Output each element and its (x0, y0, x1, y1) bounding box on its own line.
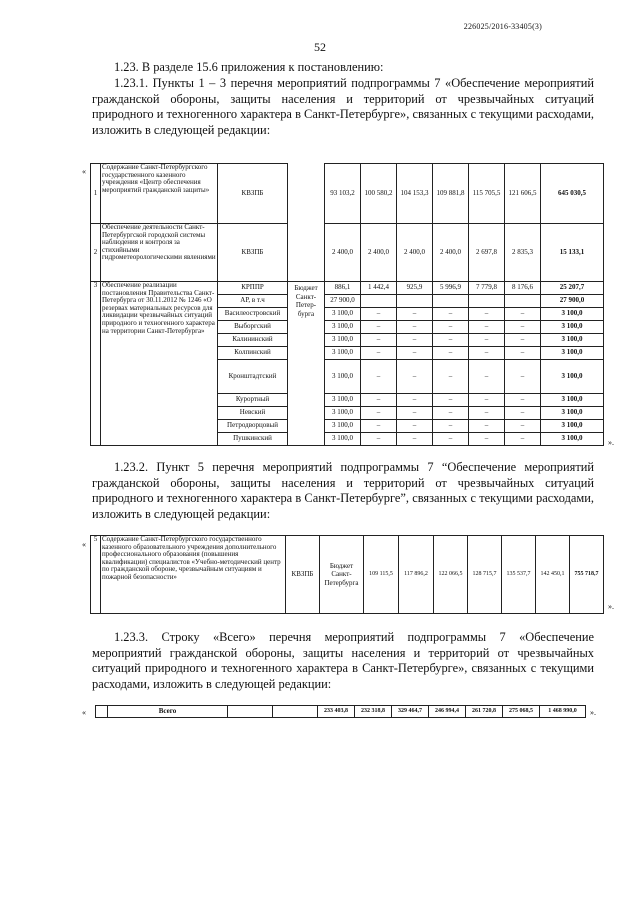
executor: Василеостровский (218, 308, 288, 321)
value-cell: 3 100,0 (325, 360, 361, 394)
value-cell: 5 996,9 (433, 282, 469, 295)
value-cell: 2 400,0 (433, 224, 469, 282)
value-cell: – (469, 308, 505, 321)
value-cell: 109 115,5 (364, 536, 399, 614)
value-cell: – (361, 420, 397, 433)
value-cell: 142 450,1 (536, 536, 570, 614)
value-cell: – (505, 334, 541, 347)
value-cell: – (397, 394, 433, 407)
executor: Петродворцовый (218, 420, 288, 433)
value-cell: – (469, 360, 505, 394)
total-cell: 3 100,0 (541, 433, 604, 446)
table-row (91, 282, 604, 295)
value-cell: – (505, 407, 541, 420)
value-cell: – (361, 347, 397, 360)
total-cell: 3 100,0 (541, 394, 604, 407)
quote-open-3: « (82, 708, 86, 717)
total-cell: 3 100,0 (541, 347, 604, 360)
measure-name: Содержание Санкт-Петербургского государственного казенного образовательного учреждения дополнительного профессионального образования (повышения квалификации) специалистов «Учебно-методический центр по гражданской обороне, чрезвычайным ситуациям и пожарной безопасности» (101, 536, 286, 614)
value-cell: – (505, 420, 541, 433)
measure-name: Обеспечение реализации постановления Правительства Санкт-Петербурга от 30.11.2012 № 1246 «О резервах материальных ресурсов для ликвидации чрезвычайных ситуаций природного и техногенного характера на территории Санкт-Петербурга» (101, 282, 218, 446)
value-cell: – (361, 334, 397, 347)
value-cell: – (397, 420, 433, 433)
value-cell: – (505, 360, 541, 394)
value-cell: – (361, 394, 397, 407)
value-cell: 3 100,0 (325, 407, 361, 420)
value-cell: – (433, 321, 469, 334)
funding-source: Бюджет Санкт-Петер-бурга (288, 282, 325, 446)
value-cell: 3 100,0 (325, 347, 361, 360)
measures-table-2 (90, 535, 604, 614)
value-cell: 3 100,0 (325, 394, 361, 407)
executor: КВЗПБ (218, 164, 288, 224)
value-cell: – (505, 433, 541, 446)
value-cell: – (397, 308, 433, 321)
paragraph-1-23-3: 1.23.3. Строку «Всего» перечня мероприятий подпрограммы 7 «Обеспечение мероприятий гражданской обороны, защиты населения и территорий от чрезвычайных ситуаций природного и техногенного характера в Санкт-Петербурге», связанных с текущими расходами, изложить в следующей редакции: (92, 630, 594, 691)
value-cell: 27 900,0 (325, 295, 361, 308)
executor: КВЗПБ (286, 536, 320, 614)
value-cell: 925,9 (397, 282, 433, 295)
measure-name: Содержание Санкт-Петербургского государственного казенного учреждения «Центр обеспечения мероприятий гражданской защиты» (101, 164, 218, 224)
value-cell: 2 835,3 (505, 224, 541, 282)
value-cell: 3 100,0 (325, 420, 361, 433)
value-cell: – (433, 420, 469, 433)
value-cell: 3 100,0 (325, 433, 361, 446)
value-cell: – (469, 433, 505, 446)
quote-close-2: ». (608, 602, 614, 611)
quote-close-3: ». (590, 708, 596, 717)
value-cell: 233 403,8 (318, 706, 355, 718)
executor: КВЗПБ (218, 224, 288, 282)
value-cell: – (469, 347, 505, 360)
value-cell: – (505, 321, 541, 334)
quote-open-1: « (82, 167, 86, 176)
value-cell: – (361, 308, 397, 321)
executor: Калининский (218, 334, 288, 347)
row-number: 3 (91, 282, 101, 446)
total-cell: 3 100,0 (541, 308, 604, 321)
total-cell: 15 133,1 (541, 224, 604, 282)
total-cell: 3 100,0 (541, 334, 604, 347)
row-number: 5 (91, 536, 101, 614)
value-cell: 232 318,8 (355, 706, 392, 718)
executor: Курортный (218, 394, 288, 407)
value-cell: 2 400,0 (397, 224, 433, 282)
total-cell: 3 100,0 (541, 420, 604, 433)
quote-close-1: ». (608, 438, 614, 447)
paragraph-1-23-1: 1.23.1. Пункты 1 – 3 перечня мероприятий подпрограммы 7 «Обеспечение мероприятий гражданской обороны, защиты населения и территорий от чрезвычайных ситуаций природного и техногенного характера в Санкт-Петербурге», связанных с текущими расходами, изложить в следующей редакции: (92, 76, 594, 137)
table-row (91, 536, 604, 614)
total-cell: 3 100,0 (541, 407, 604, 420)
value-cell: – (505, 394, 541, 407)
executor: Кронштадтский (218, 360, 288, 394)
table-row (91, 224, 604, 282)
value-cell: 93 103,2 (325, 164, 361, 224)
value-cell: – (361, 321, 397, 334)
value-cell: – (469, 407, 505, 420)
value-cell: 275 068,5 (503, 706, 540, 718)
value-cell: – (433, 407, 469, 420)
value-cell: – (469, 394, 505, 407)
executor: Колпинский (218, 347, 288, 360)
executor: АР, в т.ч (218, 295, 288, 308)
total-cell: 3 100,0 (541, 321, 604, 334)
total-cell: 27 900,0 (541, 295, 604, 308)
value-cell: 7 779,8 (469, 282, 505, 295)
table-row (91, 164, 604, 224)
total-label: Всего (108, 706, 228, 718)
value-cell: 128 715,7 (468, 536, 502, 614)
total-cell: 25 207,7 (541, 282, 604, 295)
value-cell: – (397, 407, 433, 420)
value-cell: 246 994,4 (429, 706, 466, 718)
page-number: 52 (314, 40, 326, 54)
value-cell: 2 400,0 (361, 224, 397, 282)
value-cell: – (433, 360, 469, 394)
value-cell: – (469, 334, 505, 347)
value-cell: 3 100,0 (325, 334, 361, 347)
paragraph-1-23-2: 1.23.2. Пункт 5 перечня мероприятий подпрограммы 7 “Обеспечение мероприятий гражданской обороны, защиты населения и территорий от чрезвычайных ситуаций природного и техногенного характера в Санкт-Петербурге”, связанных с текущими расходами, изложить в следующей редакции: (92, 460, 594, 521)
value-cell: 122 066,5 (434, 536, 468, 614)
value-cell: – (397, 334, 433, 347)
value-cell: 261 720,8 (466, 706, 503, 718)
value-cell: 1 442,4 (361, 282, 397, 295)
total-cell: 1 468 990,0 (540, 706, 586, 718)
value-cell: 2 400,0 (325, 224, 361, 282)
value-cell: 104 153,3 (397, 164, 433, 224)
funding-source: Бюджет Санкт-Петербурга (320, 536, 364, 614)
paragraph-1-23: 1.23. В разделе 15.6 приложения к постановлению: (114, 60, 384, 74)
value-cell: – (397, 433, 433, 446)
total-cell: 755 718,7 (570, 536, 604, 614)
measures-table-1 (90, 163, 604, 446)
value-cell: – (361, 407, 397, 420)
value-cell: 8 176,6 (505, 282, 541, 295)
value-cell: 115 705,5 (469, 164, 505, 224)
value-cell: 2 697,8 (469, 224, 505, 282)
executor: Пушкинский (218, 433, 288, 446)
executor: КРППР (218, 282, 288, 295)
value-cell: – (397, 360, 433, 394)
value-cell: – (469, 420, 505, 433)
value-cell: 3 100,0 (325, 321, 361, 334)
value-cell: – (433, 433, 469, 446)
total-cell: 645 030,5 (541, 164, 604, 224)
row-number: 2 (91, 224, 101, 282)
value-cell: 135 537,7 (502, 536, 536, 614)
value-cell: – (361, 433, 397, 446)
value-cell: – (505, 308, 541, 321)
value-cell: 117 896,2 (399, 536, 434, 614)
value-cell: – (433, 394, 469, 407)
document-id: 226025/2016-33405(3) (463, 22, 542, 31)
value-cell: – (433, 334, 469, 347)
value-cell: – (397, 321, 433, 334)
value-cell: 121 606,5 (505, 164, 541, 224)
total-cell: 3 100,0 (541, 360, 604, 394)
executor: Выборгский (218, 321, 288, 334)
quote-open-2: « (82, 540, 86, 549)
value-cell: 3 100,0 (325, 308, 361, 321)
value-cell: 886,1 (325, 282, 361, 295)
value-cell: – (433, 347, 469, 360)
totals-table (95, 705, 586, 718)
value-cell: 329 464,7 (392, 706, 429, 718)
value-cell: 109 881,8 (433, 164, 469, 224)
value-cell: – (505, 347, 541, 360)
value-cell: – (433, 308, 469, 321)
value-cell: – (361, 360, 397, 394)
value-cell: – (397, 347, 433, 360)
value-cell: 100 580,2 (361, 164, 397, 224)
measure-name: Обеспечение деятельности Санкт-Петербургской городской системы наблюдения и контроля за стихийными гидрометеорологическими явлениями (101, 224, 218, 282)
executor: Невский (218, 407, 288, 420)
table-row (96, 706, 586, 718)
row-number: 1 (91, 164, 101, 224)
value-cell: – (469, 321, 505, 334)
